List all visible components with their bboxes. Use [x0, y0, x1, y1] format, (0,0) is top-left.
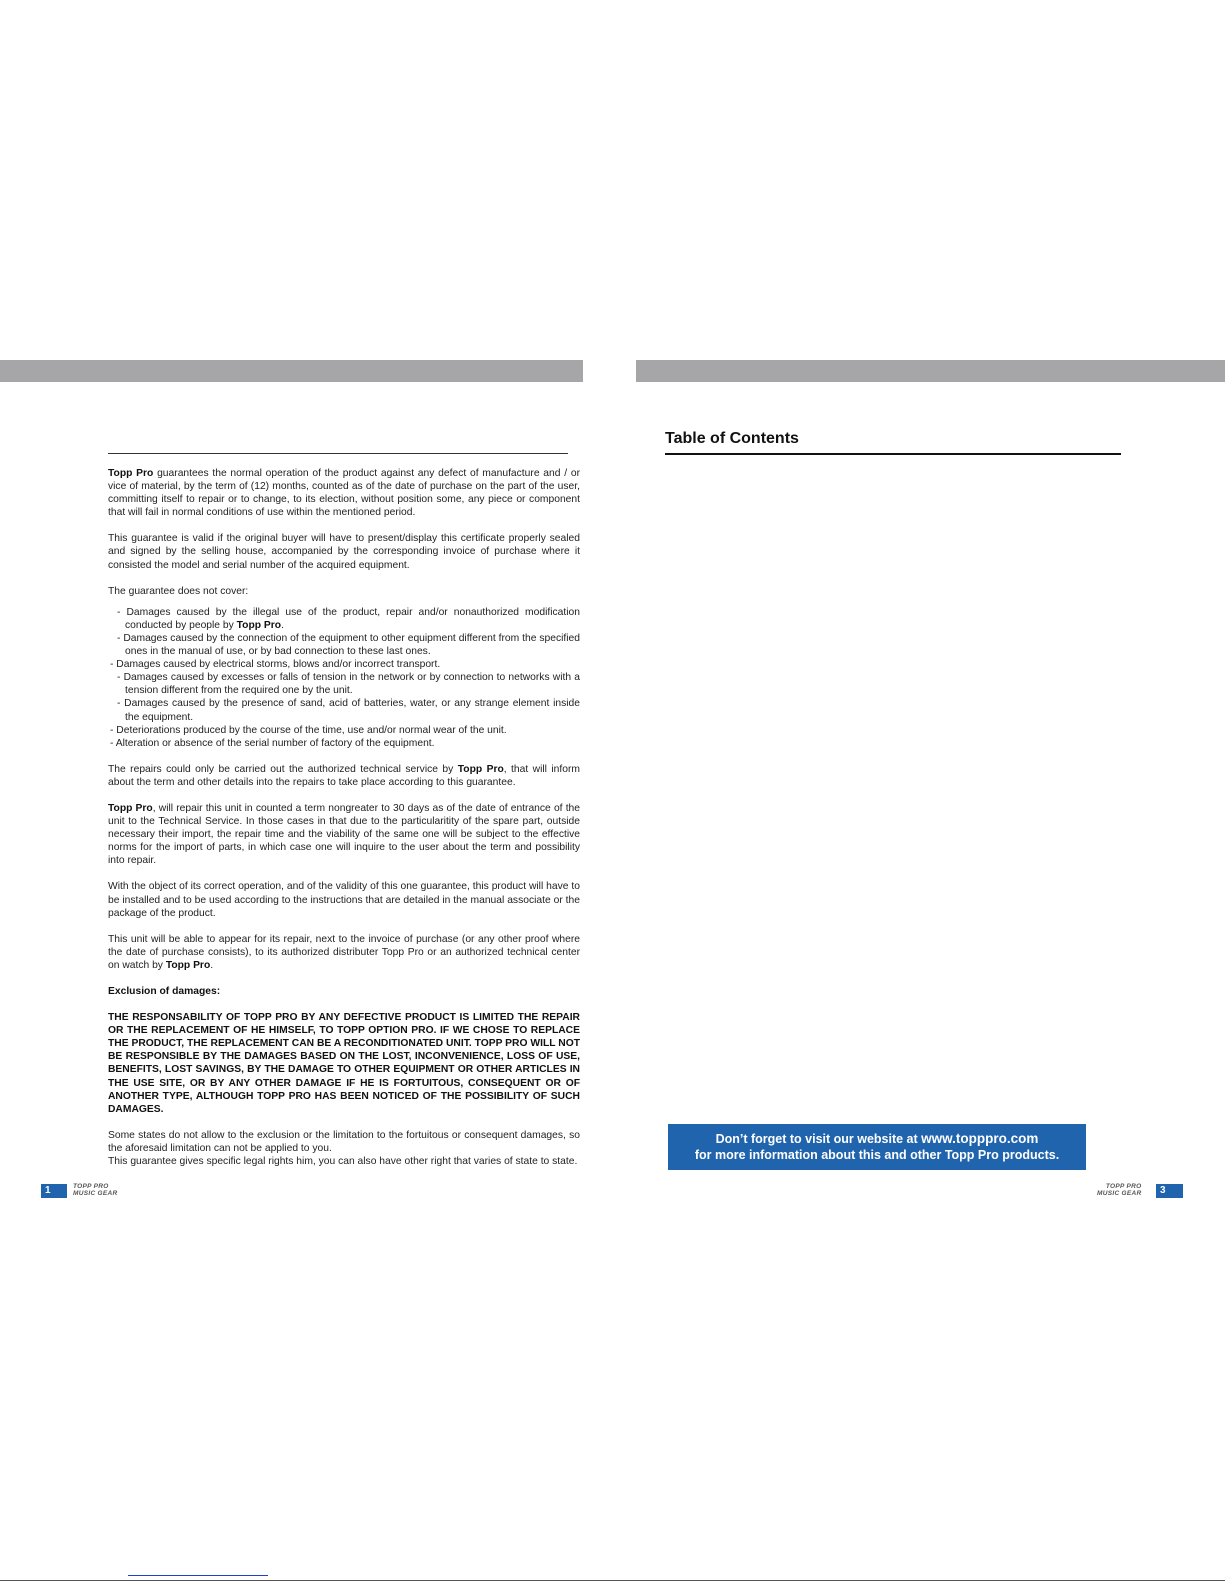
website-promo-banner: [668, 1124, 1086, 1170]
rights-paragraph: This guarantee gives specific legal rights him, you can also have other right that varies of state to state.: [108, 1156, 578, 1168]
exclusion-body: THE RESPONSABILITY OF TOPP PRO BY ANY DEFECTIVE PRODUCT IS LIMITED THE REPAIR OR THE REPLACEMENT OF HE HIMSELF, TO TOPP OPTION PRO. IF WE CHOSE TO REPLACE THE PRODUCT, THE REPLACEMENT CAN BE A RECONDITIONATED UNIT. TOPP PRO WILL NOT BE RESPONSIBLE BY THE DAMAGES BASED ON THE LOST, INCONVENIENCE, LOSS OF USE, BENEFITS, LOST SAVINGS, BY THE DAMAGE TO OTHER EQUIPMENT OR OTHER ARTICLES IN THE USE SITE, OR BY ANY OTHER DAMAGE IF HE IS FORTUITOUS, CONSEQUENT OR OF ANOTHER TYPE, ALTHOUGH TOPP PRO HAS BEEN NOTICED OF THE POSSIBILITY OF SUCH DAMAGES.: [108, 1012, 580, 1115]
list-item: - Damages caused by the connection of the equipment to other equipment different from the specified ones in the manual of use, or by bad connection to these last ones.: [117, 632, 580, 658]
list-item: - Damages caused by excesses or falls of tension in the network or by connection to networks with a tension different from the required one by the unit.: [117, 672, 580, 697]
brand-name: Topp Pro: [108, 468, 154, 479]
appear-paragraph: [108, 933, 580, 972]
list-item: - Damages caused by electrical storms, blows and/or incorrect transport.: [110, 659, 441, 671]
list-item-text: - Damages caused by the illegal use of the product, repair and/or nonauthorized modification conducted by people by: [117, 606, 580, 631]
logo-line1: TOPP PRO: [1105, 1183, 1142, 1190]
exclusion-title: Exclusion of damages:: [108, 986, 221, 997]
brand-name: Topp Pro: [165, 959, 211, 971]
brand-logo: [1097, 1183, 1142, 1197]
not-cover-heading: The guarantee does not cover:: [108, 585, 249, 597]
header-bar: [0, 360, 583, 382]
header-bar: [636, 360, 1225, 382]
term-paragraph: [108, 802, 580, 867]
appear-end: .: [210, 959, 214, 971]
list-item: - Alteration or absence of the serial number of factory of the equipment.: [110, 737, 435, 749]
promo-line1: [668, 1131, 1086, 1148]
toc-title: Table of Contents: [665, 430, 799, 447]
repairs-text: The repairs could only be carried out the authorized technical service by: [108, 763, 458, 775]
brand-name: Topp Pro: [457, 763, 504, 775]
not-cover-list: [108, 606, 580, 750]
logo-line2: MUSIC GEAR: [73, 1190, 118, 1197]
heading-rule: [108, 453, 568, 454]
list-item: - Deteriorations produced by the course of the time, use and/or normal wear of the unit.: [110, 724, 507, 736]
term-text: , will repair this unit in counted a term nongreater to 30 days as of the date of entrance of the unit to the Technical Service. In those cases in that due to the particularitity of the spare part, outside necessary their import, the repair time and the viability of the same one will be subject to the effective norms for the import of parts, in which case one will inquire to the user about the term and possibility into repair.: [108, 802, 581, 867]
logo-line2: MUSIC GEAR: [1097, 1190, 1142, 1197]
promo-line2: for more information about this and other Topp Pro products.: [694, 1147, 1060, 1162]
logo-line1: TOPP PRO: [73, 1183, 109, 1190]
left-page: [0, 0, 600, 1585]
brand-name: Topp Pro: [108, 802, 153, 814]
appear-text: This unit will be able to appear for its repair, next to the invoice of purchase (or any other proof where the date of purchase consists), to its authorized distributer Topp Pro or an authorized technical center on watch by: [108, 933, 580, 971]
bottom-border: [0, 1580, 1225, 1581]
warranty-text: [108, 467, 580, 1168]
intro-paragraph: [108, 467, 580, 519]
promo-text: Don’t forget to visit our website at: [715, 1132, 922, 1146]
brand-name: Topp Pro: [236, 619, 282, 631]
list-item: - Damages caused by the presence of sand, acid of batteries, water, or any strange element inside the equipment.: [117, 698, 580, 723]
object-paragraph: With the object of its correct operation, and of the validity of this one guarantee, this product will have to be installed and to be used according to the instructions that are detailed in the manual associate or the package of the product.: [108, 881, 580, 919]
validity-paragraph: This guarantee is valid if the original buyer will have to present/display this certificate properly sealed and signed by the selling house, accompanied by the corresponding invoice of purchase where it consisted the model and serial number of the acquired equipment.: [108, 533, 580, 571]
toc-rule: [665, 453, 1121, 455]
repairs-end: , that will inform about the term and other details into the repairs to take place according to this guarantee.: [108, 763, 581, 788]
closing-paragraphs: [108, 1129, 580, 1168]
states-paragraph: Some states do not allow to the exclusion or the limitation to the fortuitous or consequent damages, so the aforesaid limitation can not be applied to you.: [108, 1129, 580, 1154]
right-page: [630, 0, 1225, 1585]
page-number: 3: [1156, 1184, 1183, 1198]
repairs-paragraph: [108, 763, 580, 789]
link-underline: [128, 1575, 268, 1576]
website-link[interactable]: www.topppro.com: [921, 1131, 1039, 1146]
list-item-end: .: [281, 619, 284, 631]
list-item: [108, 606, 580, 632]
brand-logo: [73, 1183, 118, 1197]
page-number: 1: [41, 1184, 67, 1198]
intro-text: guarantees the normal operation of the product against any defect of manufacture and / or vice of material, by the term of (12) months, counted as of the date of purchase on the part of the user, committing itself to repair or to change, to its election, without position some, any piece or component that will fail in normal conditions of use within the mentioned period.: [108, 468, 581, 519]
